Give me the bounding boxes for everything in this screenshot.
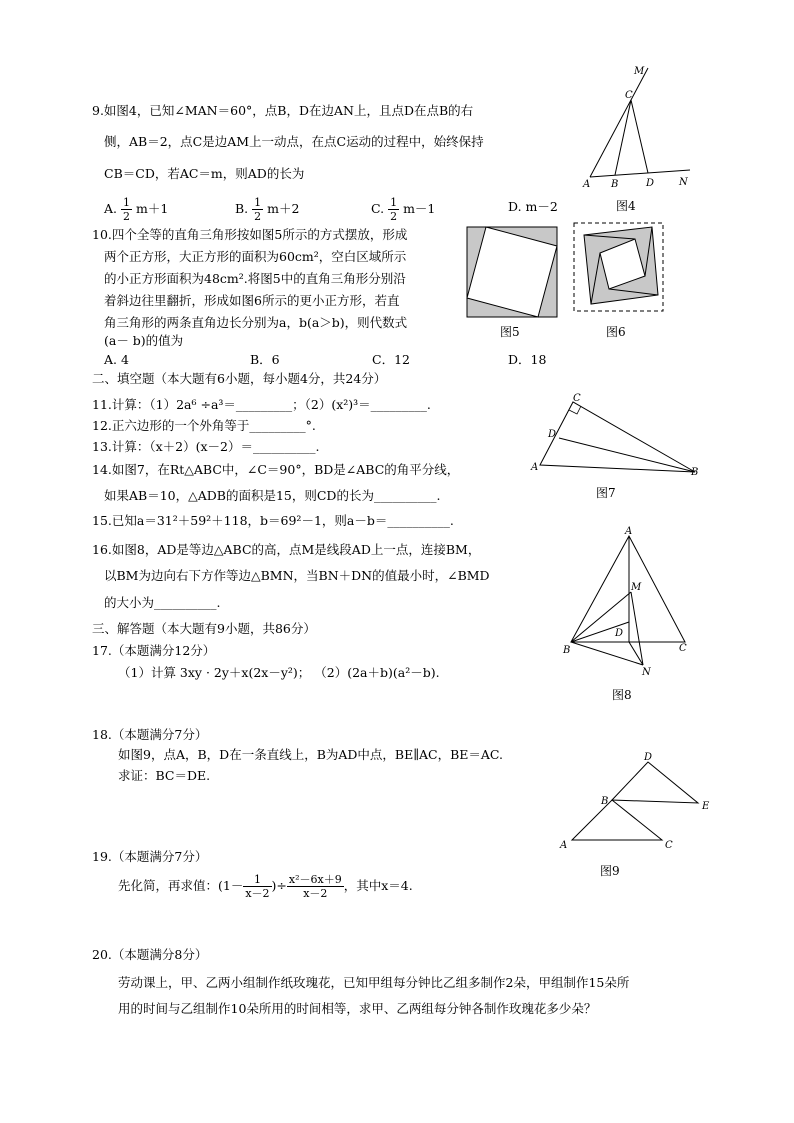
figure-9-diagram bbox=[556, 748, 712, 854]
q16-line-3: 的大小为__________. bbox=[104, 595, 221, 610]
q16-line-2: 以BM为边向右下方作等边△BMN，当BN＋DN的值最小时，∠BMD bbox=[104, 568, 490, 583]
q20-line-1: 劳动课上，甲、乙两小组制作纸玫瑰花，已知甲组每分钟比乙组多制作2朵，甲组制作15朵所 bbox=[118, 975, 630, 990]
fig9-label-e: E bbox=[702, 801, 710, 812]
fig8-line-bn bbox=[571, 642, 643, 665]
q9-option-a-label: A. bbox=[104, 201, 118, 216]
fig4-label-d: D bbox=[646, 178, 655, 189]
q19-f1-num: 1 bbox=[243, 873, 271, 887]
q10-line-1: 10.四个全等的直角三角形按如图5所示的方式摆放，形成 bbox=[92, 227, 408, 242]
section-3-heading: 三、解答题（本大题有9小题，共86分） bbox=[92, 621, 316, 636]
fig8-line-mn bbox=[631, 592, 643, 665]
figure-7-caption: 图7 bbox=[596, 486, 616, 500]
figure-5-caption: 图5 bbox=[500, 325, 520, 339]
fig4-line-cb bbox=[615, 100, 631, 175]
q17-heading: 17.（本题满分12分） bbox=[92, 643, 216, 658]
figure-8-diagram bbox=[557, 522, 705, 682]
fig4-label-a: A bbox=[583, 179, 591, 190]
fig4-label-c: C bbox=[625, 90, 633, 101]
fig7-label-c: C bbox=[573, 393, 581, 404]
q10-line-5: 角三角形的两条直角边长分别为a，b(a＞b)，则代数式 bbox=[104, 315, 408, 330]
q18-line-2: 求证：BC＝DE. bbox=[118, 768, 211, 783]
q10-line-6: (a－ b)的值为 bbox=[104, 333, 184, 348]
figure-4-diagram bbox=[578, 62, 698, 190]
fig8-label-c: C bbox=[679, 643, 687, 654]
q9-option-b-label: B. bbox=[235, 201, 249, 216]
fig7-label-b: B bbox=[691, 467, 699, 478]
fig9-triangle-bde bbox=[612, 762, 698, 803]
q9-option-b-tail: m＋2 bbox=[267, 201, 300, 216]
fig9-label-d: D bbox=[644, 752, 653, 763]
q19-fraction-2 bbox=[287, 873, 344, 900]
q9-line-3: CB＝CD，若AC＝m，则AD的长为 bbox=[104, 166, 305, 181]
figure-7-diagram bbox=[528, 390, 704, 478]
q9-option-c-label: C. bbox=[371, 201, 385, 216]
fig8-label-d: D bbox=[615, 628, 624, 639]
figure-4-caption: 图4 bbox=[616, 199, 636, 213]
q9-option-c-den: 2 bbox=[390, 210, 398, 223]
q9-option-a-fraction bbox=[121, 196, 132, 223]
q13: 13.计算：（x＋2）(x－2）＝__________. bbox=[92, 439, 320, 454]
fig7-label-a: A bbox=[531, 462, 539, 473]
q11: 11.计算：（1）2a⁶ ÷a³＝_________；（2）(x²)³＝_________. bbox=[92, 397, 431, 412]
q10-option-b: B．6 bbox=[250, 352, 280, 367]
q9-option-c-num: 1 bbox=[390, 196, 398, 209]
fig9-label-a: A bbox=[560, 840, 568, 851]
q12: 12.正六边形的一个外角等于_________°. bbox=[92, 418, 316, 433]
q9-option-a-den: 2 bbox=[123, 210, 130, 223]
q20-heading: 20.（本题满分8分） bbox=[92, 947, 208, 962]
fig7-triangle-abc bbox=[540, 402, 695, 472]
fig9-label-c: C bbox=[665, 840, 673, 851]
q19-heading: 19.（本题满分7分） bbox=[92, 849, 208, 864]
q10-line-3: 的小正方形面积为48cm².将图5中的直角三角形分别沿 bbox=[104, 271, 406, 286]
figure-5-diagram bbox=[466, 226, 558, 318]
fig9-triangle-abc bbox=[572, 800, 662, 840]
fig7-label-d: D bbox=[548, 429, 557, 440]
q10-line-2: 两个正方形，大正方形的面积为60cm²，空白区域所示 bbox=[104, 249, 407, 264]
q9-option-b-den: 2 bbox=[254, 210, 262, 223]
fig9-label-b: B bbox=[601, 796, 609, 807]
q15: 15.已知a＝31²＋59²＋118，b＝69²－1，则a－b＝__________. bbox=[92, 513, 454, 528]
q18-line-1: 如图9，点A，B，D在一条直线上，B为AD中点，BE∥AC，BE＝AC. bbox=[118, 747, 504, 762]
q19-f2-num: x²－6x＋9 bbox=[288, 873, 342, 886]
q9-option-c bbox=[371, 196, 435, 223]
q9-option-a bbox=[104, 196, 168, 223]
q18-heading: 18.（本题满分7分） bbox=[92, 727, 208, 742]
q10-option-c: C．12 bbox=[372, 352, 410, 367]
figure-6-caption: 图6 bbox=[606, 325, 626, 339]
q17-body: （1）计算 3xy · 2y＋x(2x－y²)； （2）(2a＋b)(a²－b). bbox=[118, 665, 440, 680]
q9-option-c-tail: m－1 bbox=[403, 201, 436, 216]
q19-post: ，其中x＝4. bbox=[343, 878, 413, 893]
q19-expression bbox=[118, 868, 413, 904]
q9-option-c-fraction bbox=[388, 196, 399, 223]
q10-option-a: A. 4 bbox=[104, 352, 129, 367]
q20-line-2: 用的时间与乙组制作10朵所用的时间相等，求甲、乙两组每分钟各制作玫瑰花多少朵？ bbox=[118, 1001, 597, 1016]
figure-6-diagram bbox=[573, 222, 665, 314]
fig4-label-n: N bbox=[679, 177, 688, 188]
q14-line-1: 14.如图7，在Rt△ABC中，∠C＝90°，BD是∠ABC的角平分线， bbox=[92, 462, 460, 477]
q9-option-a-num: 1 bbox=[123, 196, 130, 209]
q9-option-b-num: 1 bbox=[254, 196, 262, 209]
q10-option-d: D．18 bbox=[508, 352, 547, 367]
q19-pre: 先化简，再求值：(1－ bbox=[118, 878, 244, 893]
q9-line-2: 侧，AB＝2，点C是边AM上一动点，在点C运动的过程中，始终保持 bbox=[104, 134, 484, 149]
q16-line-1: 16.如图8，AD是等边△ABC的高，点M是线段AD上一点，连接BM， bbox=[92, 542, 481, 557]
q10-line-4: 着斜边往里翻折，形成如图6所示的更小正方形，若直 bbox=[104, 293, 400, 308]
fig4-label-m: M bbox=[634, 66, 645, 77]
q19-f2-den: x－2 bbox=[303, 887, 328, 900]
fig4-line-cd bbox=[631, 100, 648, 173]
fig8-label-a: A bbox=[625, 526, 633, 537]
q14-line-2: 如果AB＝10，△ADB的面积是15，则CD的长为__________. bbox=[104, 488, 441, 503]
fig4-line-am bbox=[590, 68, 648, 177]
q9-option-b-fraction bbox=[252, 196, 263, 223]
section-2-heading: 二、填空题（本大题有6小题，每小题4分，共24分） bbox=[92, 371, 387, 386]
fig4-line-an bbox=[590, 170, 690, 177]
fig8-label-b: B bbox=[563, 645, 571, 656]
fig4-label-b: B bbox=[611, 179, 619, 190]
fig8-label-n: N bbox=[642, 667, 651, 678]
q19-f1-den: x－2 bbox=[245, 887, 270, 900]
fig8-label-m: M bbox=[631, 582, 642, 593]
q19-mid: )÷ bbox=[271, 878, 287, 893]
figure-9-caption: 图9 bbox=[600, 864, 620, 878]
q19-fraction-1 bbox=[243, 873, 271, 900]
q9-option-b bbox=[235, 196, 299, 223]
q9-option-a-tail: m＋1 bbox=[135, 201, 169, 216]
q9-line-1: 9.如图4，已知∠MAN＝60°，点B，D在边AN上，且点D在点B的右 bbox=[92, 103, 474, 118]
figure-8-caption: 图8 bbox=[612, 688, 632, 702]
q9-option-d: D. m－2 bbox=[508, 199, 558, 214]
fig8-triangle-abc bbox=[571, 536, 685, 642]
